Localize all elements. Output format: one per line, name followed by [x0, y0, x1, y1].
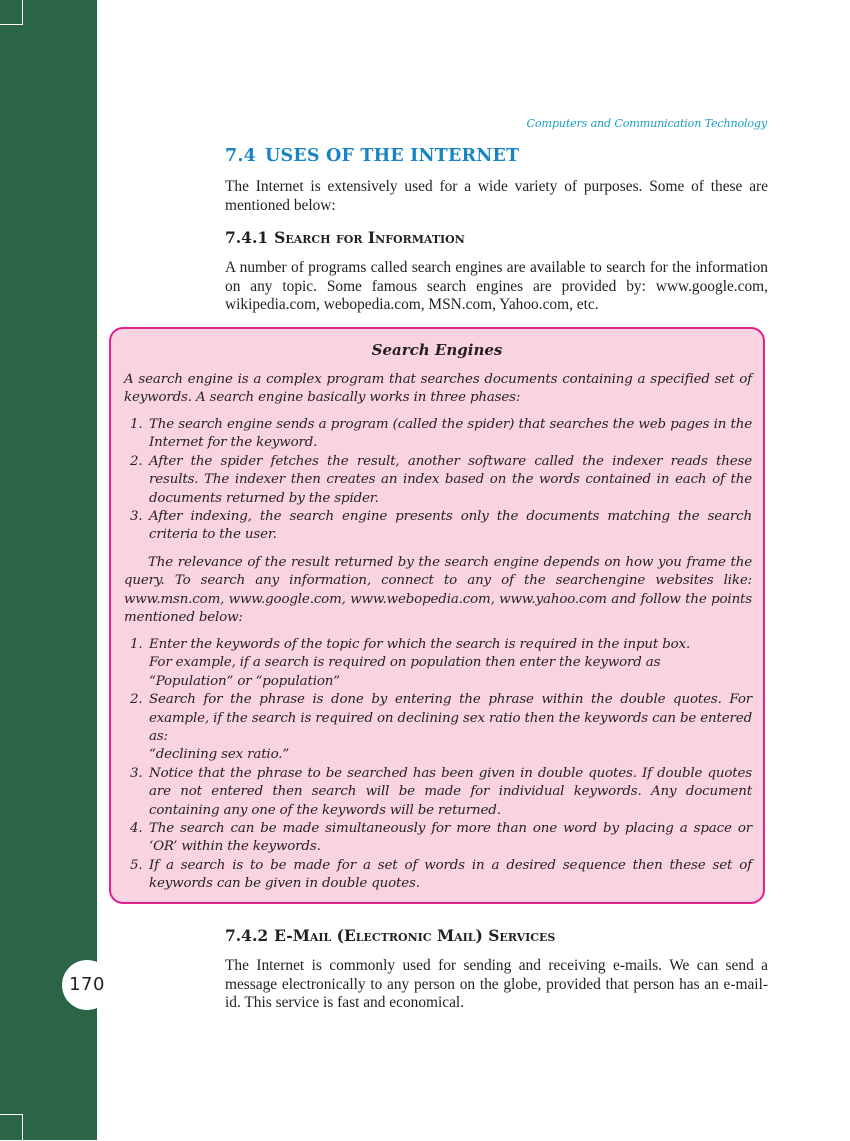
list-item: 2. Search for the phrase is done by entering the phrase within the double quotes. For example, if the search is required on declining sex ratio then the keywords can be entered as: “declining sex ratio.” — [130, 692, 752, 763]
section-title: USES OF THE INTERNET — [265, 146, 520, 166]
box-intro: A search engine is a complex program that searches documents containing a specified set of keywords. A search engine basically works in three phases: — [124, 372, 752, 406]
crop-mark-top — [0, 0, 23, 25]
points-list — [124, 636, 752, 894]
list-item: 5. If a search is to be made for a set of words in a desired sequence then these set of keywords can be given in double quotes. — [130, 857, 752, 892]
subsection-title: Search for Information — [274, 228, 465, 247]
section-number: 7.4 — [225, 146, 257, 166]
list-item: 3. After indexing, the search engine presents only the documents matching the search criteria to the user. — [130, 509, 752, 543]
box-title: Search Engines — [371, 341, 503, 359]
search-engines-box — [109, 327, 765, 904]
list-item: 2. After the spider fetches the result, another software called the indexer reads these results. The indexer then creates an index based on the words contained in each of the documents returned by the spider. — [130, 453, 752, 506]
list-item: 1. Enter the keywords of the topic for which the search is required in the input box. For example, if a search is required on population then enter the keyword as “Population” or “population” — [130, 637, 691, 689]
section-intro: The Internet is extensively used for a wide variety of purposes. Some of these are mentioned below: — [225, 178, 768, 214]
running-head: Computers and Communication Technology — [526, 117, 767, 130]
subsection-title: E-Mail (Electronic Mail) Services — [274, 926, 556, 945]
search-paragraph: A number of programs called search engines are available to search for the information on any topic. Some famous search engines are provided by: www.google.com, wikipedia.com, webopedia.com, MSN.com, Yahoo.com, etc. — [225, 259, 768, 314]
email-paragraph: The Internet is commonly used for sending and receiving e-mails. We can send a message electronically to any person on the globe, provided that person has an e-mail-id. This service is fast and economical. — [225, 957, 768, 1012]
phase-list — [124, 416, 752, 545]
subsection-heading-email — [225, 926, 768, 945]
subsection-heading-search — [225, 228, 768, 247]
list-item: 3. Notice that the phrase to be searched has been given in double quotes. If double quotes are not entered then search will be made for individual keywords. Any document containing any one of the keywords will be returned. — [130, 765, 752, 818]
section-heading — [225, 146, 768, 166]
page-number: 170 — [62, 960, 112, 1010]
subsection-number: 7.4.1 — [225, 228, 269, 247]
relevance-paragraph: The relevance of the result returned by the search engine depends on how you frame the query. To search any information, connect to any of the searchengine websites like: www.msn.com, www.google.com, www.webopedia.com, www.yahoo.com and follow the points mentioned below: — [124, 555, 752, 626]
crop-mark-bottom — [0, 1114, 23, 1141]
list-item: 4. The search can be made simultaneously for more than one word by placing a space or ‘OR’ within the keywords. — [130, 821, 752, 855]
subsection-number: 7.4.2 — [225, 926, 269, 945]
list-item: 1. The search engine sends a program (called the spider) that searches the web pages in the Internet for the keyword. — [130, 417, 752, 451]
